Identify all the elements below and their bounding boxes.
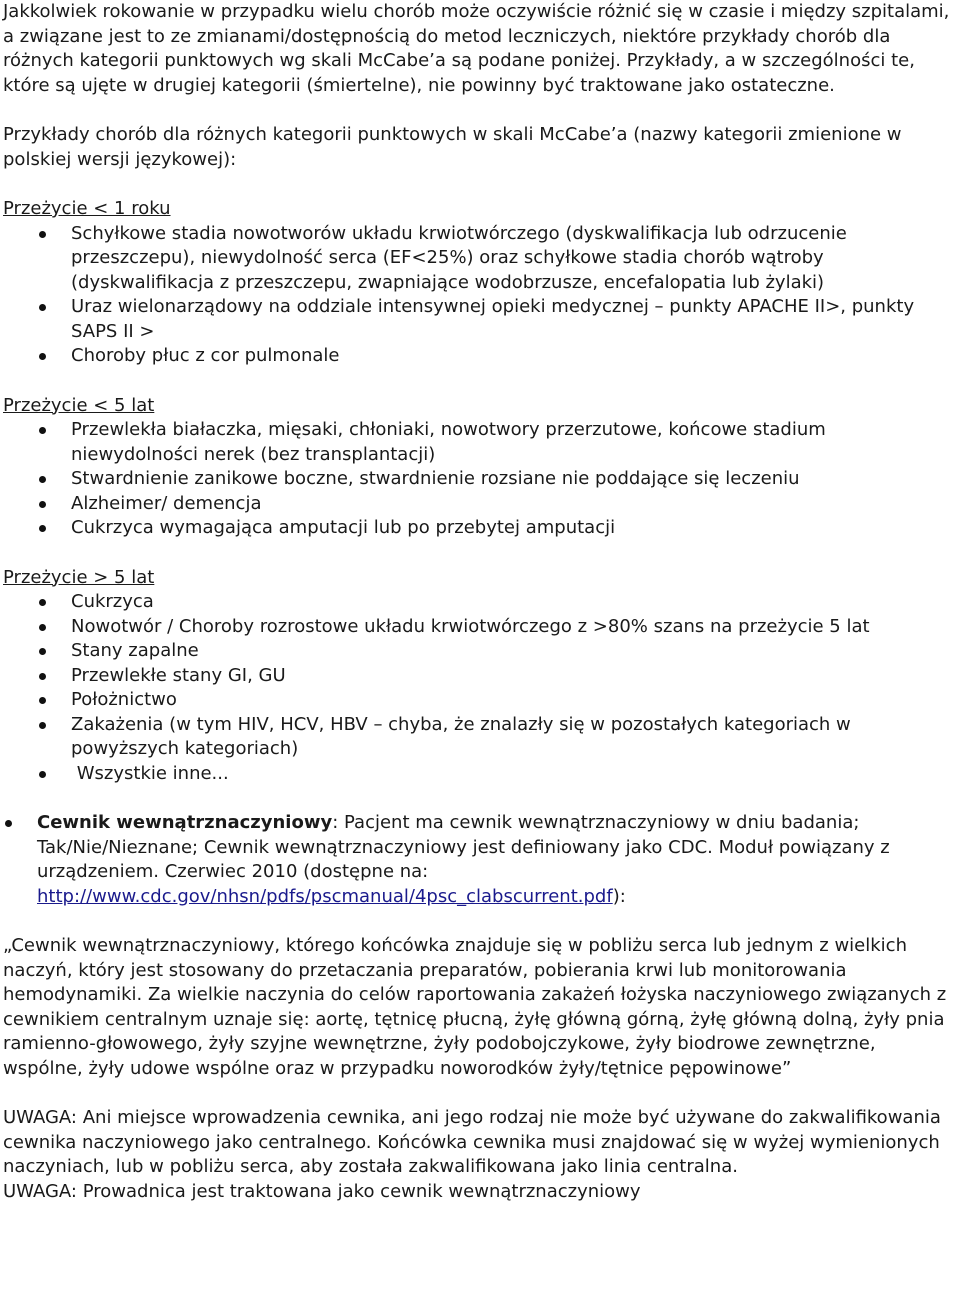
note-placement: UWAGA: Ani miejsce wprowadzenia cewnika, ani jego rodzaj nie może być używane do zakwalifikowania cewnika naczyniowego jako centralnego. Końcówka cewnika musi znajdować się w wyżej wymienionych naczyniach, lub w pobliżu serca, aby została zakwalifikowana jako linia centralna. <box>3 1107 941 1177</box>
catheter-suffix: ): <box>612 885 626 907</box>
list-item: Stwardnienie zanikowe boczne, stwardnienie rozsiane nie poddające się leczeniu <box>3 467 958 492</box>
note-guidewire: UWAGA: Prowadnica jest traktowana jako cewnik wewnątrznaczyniowy <box>3 1180 641 1202</box>
list-item: Położnictwo <box>3 688 958 713</box>
list-item: Nowotwór / Choroby rozrostowe układu krwiotwórczego z >80% szans na przeżycie 5 lat <box>3 615 958 640</box>
catheter-definition <box>3 811 958 909</box>
category-list-2 <box>3 418 958 541</box>
category-list-1 <box>3 222 958 369</box>
definition-quote: „Cewnik wewnątrznaczyniowy, którego końcówka znajduje się w pobliżu serca lub jednym z wielkich naczyń, który jest stosowany do przetaczania preparatów, pobierania krwi lub monitorowania hemodynamiki. Za wielkie naczynia do celów raportowania zakażeń łożyska naczyniowego związanych z cewnikiem centralnym uznaje się: aortę, tętnicę płucną, żyłę główną górną, żyłę główną dolną, żyły pnia ramienno-głowowego, żyły szyjne wewnętrzne, żyły podobojczykowe, żyły biodrowe zewnętrzne, wspólne, żyły udowe wspólne oraz w przypadku noworodków żyły/tętnice pępowinowe” <box>3 935 947 1079</box>
list-item: Stany zapalne <box>3 639 958 664</box>
cdc-manual-link[interactable]: http://www.cdc.gov/nhsn/pdfs/pscmanual/4psc_clabscurrent.pdf <box>37 885 613 907</box>
list-item: Zakażenia (w tym HIV, HCV, HBV – chyba, że znalazły się w pozostałych kategoriach w powyższych kategoriach) <box>3 713 958 762</box>
category-title-3: Przeżycie > 5 lat <box>3 566 155 588</box>
list-item: Wszystkie inne... <box>3 762 958 787</box>
list-item: Choroby płuc z cor pulmonale <box>3 344 958 369</box>
list-item: Schyłkowe stadia nowotworów układu krwiotwórczego (dyskwalifikacja lub odrzucenie przeszczepu), niewydolność serca (EF<25%) oraz schyłkowe stadia chorób wątroby (dyskwalifikacja z przeszczepu, zwapniające wodobrzusze, encefalopatia lub żylaki) <box>3 222 958 296</box>
catheter-term: Cewnik wewnątrznaczyniowy <box>37 812 333 833</box>
list-item: Alzheimer/ demencja <box>3 492 958 517</box>
category-title-1: Przeżycie < 1 roku <box>3 198 171 219</box>
list-item: Cukrzyca <box>3 590 958 615</box>
list-item: Uraz wielonarządowy na oddziale intensywnej opieki medycznej – punkty APACHE II>, punkty SAPS II > <box>3 295 958 344</box>
list-item: Cukrzyca wymagająca amputacji lub po przebytej amputacji <box>3 516 958 541</box>
catheter-text: : Pacjent ma cewnik wewnątrznaczyniowy w dniu badania; Tak/Nie/Nieznane; Cewnik wewnątrznaczyniowy jest definiowany jako CDC. Moduł powiązany z urządzeniem. Czerwiec 2010 (dostępne na: <box>37 812 890 882</box>
list-item: Przewlekłe stany GI, GU <box>3 664 958 689</box>
catheter-list <box>3 811 958 909</box>
list-item: Przewlekła białaczka, mięsaki, chłoniaki, nowotwory przerzutowe, końcowe stadium niewydolności nerek (bez transplantacji) <box>3 418 958 467</box>
intro-paragraph: Jakkolwiek rokowanie w przypadku wielu chorób może oczywiście różnić się w czasie i między szpitalami, a związane jest to ze zmianami/dostępnością do metod leczniczych, niektóre przykłady chorób dla różnych kategorii punktowych wg skali McCabe’a są podane poniżej. Przykłady, a w szczególności te, które są ujęte w drugiej kategorii (śmiertelne), nie powinny być traktowane jako ostateczne. <box>3 1 950 96</box>
category-title-2: Przeżycie < 5 lat <box>3 394 155 416</box>
examples-intro: Przykłady chorób dla różnych kategorii punktowych w skali McCabe’a (nazwy kategorii zmienione w polskiej wersji językowej): <box>3 124 902 170</box>
category-list-3 <box>3 590 958 786</box>
